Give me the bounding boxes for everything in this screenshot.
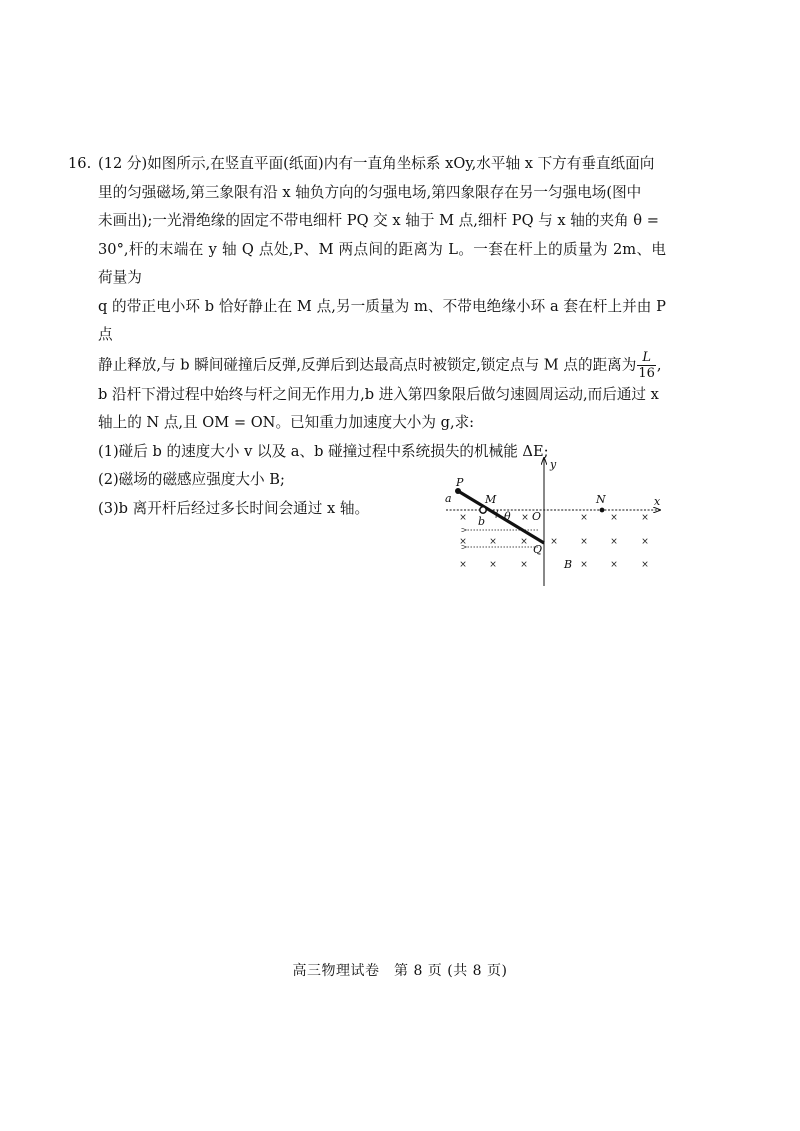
magnetic-field-crosses — [459, 513, 649, 570]
cross-mark: × — [580, 513, 588, 523]
question-3: (3)b 离开杆后经过多长时间会通过 x 轴。 — [98, 499, 370, 517]
cross-mark: × — [580, 537, 588, 547]
fraction-L-over-16 — [637, 350, 656, 381]
problem-line-2: 里的匀强磁场,第三象限有沿 x 轴负方向的匀强电场,第四象限存在另一匀强电场(图中 — [98, 183, 642, 201]
label-Q: Q — [533, 543, 543, 556]
label-M: M — [485, 493, 497, 506]
fraction-numerator: L — [637, 350, 656, 366]
problem-line-6 — [98, 350, 666, 381]
label-y: y — [550, 458, 557, 471]
label-O: O — [532, 510, 542, 523]
problem-number: 16. — [68, 155, 92, 172]
problem-line-1 — [68, 150, 666, 179]
figure-svg — [438, 452, 670, 592]
cross-mark: × — [580, 560, 588, 570]
cross-mark: × — [489, 537, 497, 547]
cross-mark: × — [520, 537, 528, 547]
cross-mark: × — [641, 560, 649, 570]
fraction-denominator: 16 — [638, 365, 655, 381]
label-x: x — [654, 495, 661, 508]
problem-line-7: b 沿杆下滑过程中始终与杆之间无作用力,b 进入第四象限后做匀速圆周运动,而后通过 x — [98, 385, 659, 403]
ring-b — [480, 507, 486, 513]
page-footer: 高三物理试卷 第 8 页 (共 8 页) — [292, 963, 508, 979]
cross-mark: × — [459, 513, 467, 523]
label-N: N — [596, 493, 606, 506]
cross-mark: × — [521, 513, 529, 523]
physics-figure — [438, 452, 670, 592]
problem-line-4: 30°,杆的末端在 y 轴 Q 点处,P、M 两点间的距离为 L。一套在杆上的质量为 2m、电荷量为 — [98, 240, 666, 286]
label-P: P — [456, 476, 464, 489]
label-a: a — [445, 492, 452, 505]
cross-mark: × — [489, 560, 497, 570]
cross-mark: × — [459, 537, 467, 547]
problem-line-5: q 的带正电小环 b 恰好静止在 M 点,另一质量为 m、不带电绝缘小环 a 套在杆上并由 P 点 — [98, 297, 666, 343]
problem-line-3: 未画出);一光滑绝缘的固定不带电细杆 PQ 交 x 轴于 M 点,细杆 PQ 与 x 轴的夹角 θ = — [98, 212, 659, 229]
cross-mark: × — [610, 560, 618, 570]
label-b: b — [478, 515, 486, 528]
problem-text: (12 分)如图所示,在竖直平面(纸面)内有一直角坐标系 xOy,水平轴 x 下方有垂直纸面向 — [98, 155, 655, 172]
problem-line-8: 轴上的 N 点,且 OM = ON。已知重力加速度大小为 g,求: — [98, 414, 475, 431]
question-1: (1)碰后 b 的速度大小 v 以及 a、b 碰撞过程中系统损失的机械能 ΔE; — [98, 442, 549, 460]
question-2: (2)磁场的磁感应强度大小 B; — [98, 471, 285, 488]
problem-line-6-end: , — [656, 356, 662, 373]
cross-mark: × — [610, 537, 618, 547]
cross-mark: × — [641, 537, 649, 547]
cross-mark: × — [550, 537, 558, 547]
cross-mark: × — [641, 513, 649, 523]
cross-mark: × — [520, 560, 528, 570]
label-theta: θ — [504, 510, 511, 523]
point-N — [600, 508, 605, 513]
label-B: B — [564, 558, 573, 571]
cross-mark: × — [459, 560, 467, 570]
problem-line-6-text: 静止释放,与 b 瞬间碰撞后反弹,反弹后到达最高点时被锁定,锁定点与 M 点的距离为 — [98, 356, 637, 373]
cross-mark: × — [610, 513, 618, 523]
